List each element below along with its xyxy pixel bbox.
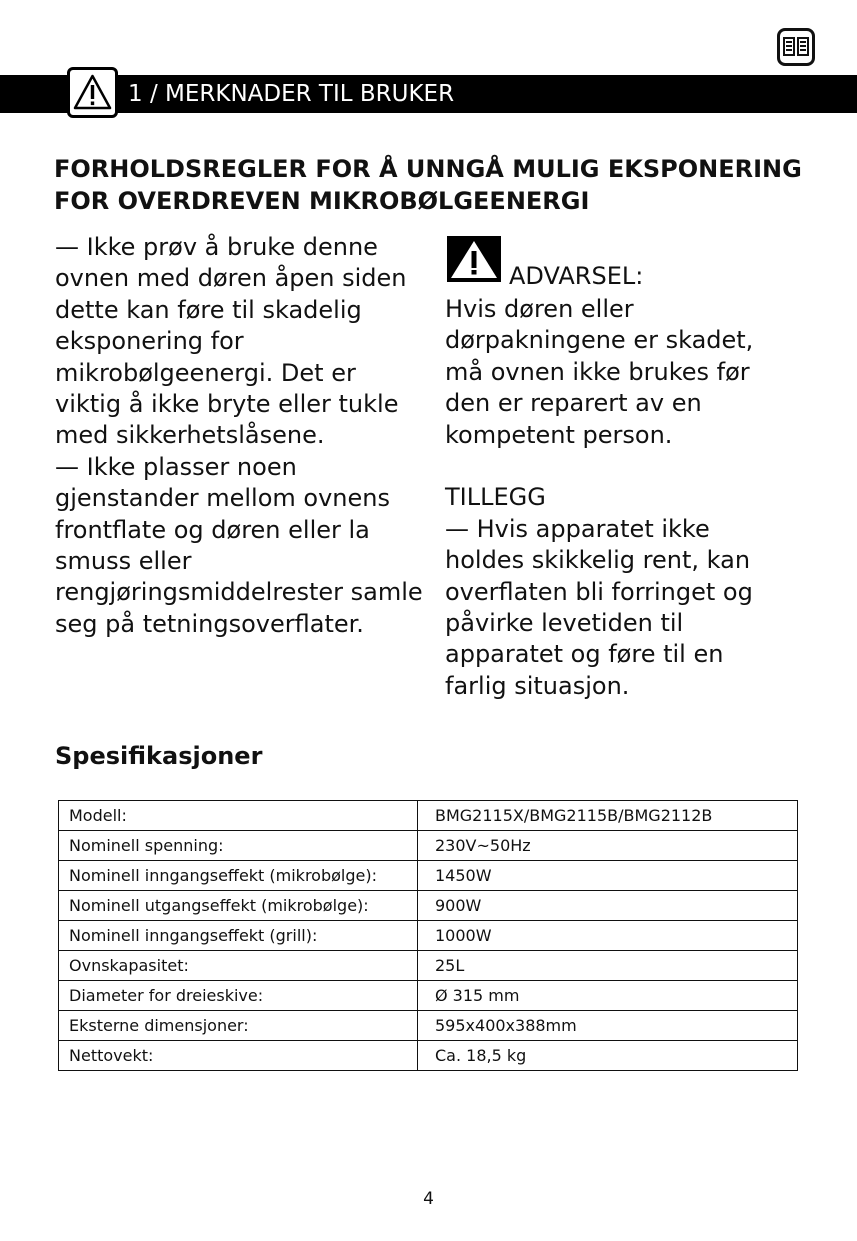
spec-label: Nominell inngangseffekt (grill): xyxy=(59,921,418,951)
addendum-title: TILLEGG xyxy=(445,483,546,512)
table-row xyxy=(59,981,798,1011)
spec-value: Ø 315 mm xyxy=(418,981,798,1011)
warning-triangle-icon xyxy=(67,67,118,118)
text-line: farlig situasjon. xyxy=(445,671,630,700)
text-line: — Hvis apparatet ikke xyxy=(445,514,710,543)
spec-value: BMG2115X/BMG2115B/BMG2112B xyxy=(418,801,798,831)
read-manual-icon xyxy=(777,28,815,66)
text-line: rengjøringsmiddelrester samle xyxy=(55,578,423,607)
table-row xyxy=(59,921,798,951)
page-number: 4 xyxy=(423,1189,434,1209)
specifications-title: Spesifikasjoner xyxy=(55,742,263,770)
text-line: ovnen med døren åpen siden xyxy=(55,264,407,293)
text-line: påvirke levetiden til xyxy=(445,609,684,638)
spec-label: Eksterne dimensjoner: xyxy=(59,1011,418,1041)
text-line: må ovnen ikke brukes før xyxy=(445,357,750,386)
section-title: 1 / MERKNADER TIL BRUKER xyxy=(128,81,455,107)
heading-line: FOR OVERDREVEN MIKROBØLGEENERGI xyxy=(54,187,590,215)
specifications-table xyxy=(58,800,798,1071)
text-line: med sikkerhetslåsene. xyxy=(55,421,325,450)
spec-value: 1000W xyxy=(418,921,798,951)
spec-label: Nettovekt: xyxy=(59,1041,418,1071)
table-row xyxy=(59,1041,798,1071)
text-line: mikrobølgeenergi. Det er xyxy=(55,358,356,387)
spec-value: Ca. 18,5 kg xyxy=(418,1041,798,1071)
text-line: den er reparert av en xyxy=(445,389,702,418)
text-line: Hvis døren eller xyxy=(445,295,634,323)
left-column-text xyxy=(55,232,425,640)
text-line: dette kan føre til skadelig xyxy=(55,295,362,324)
table-row xyxy=(59,801,798,831)
spec-label: Ovnskapasitet: xyxy=(59,951,418,981)
spec-value: 900W xyxy=(418,891,798,921)
text-line: — Ikke prøv å bruke denne xyxy=(55,233,378,261)
text-line: viktig å ikke bryte eller tukle xyxy=(55,390,399,419)
text-line: holdes skikkelig rent, kan xyxy=(445,546,751,575)
spec-value: 230V~50Hz xyxy=(418,831,798,861)
precautions-heading xyxy=(54,153,814,217)
warning-label: ADVARSEL: xyxy=(509,262,644,290)
table-row xyxy=(59,891,798,921)
warning-triangle-icon xyxy=(447,236,501,282)
text-line: overflaten bli forringet og xyxy=(445,577,753,606)
spec-value: 595x400x388mm xyxy=(418,1011,798,1041)
spec-value: 1450W xyxy=(418,861,798,891)
text-line: dørpakningene er skadet, xyxy=(445,326,754,355)
warning-label-row xyxy=(445,232,825,294)
table-row xyxy=(59,951,798,981)
text-line: apparatet og føre til en xyxy=(445,640,724,669)
text-line: frontflate og døren eller la xyxy=(55,515,370,544)
spec-label: Nominell utgangseffekt (mikrobølge): xyxy=(59,891,418,921)
right-column-text xyxy=(445,232,825,702)
text-line: gjenstander mellom ovnens xyxy=(55,484,390,513)
text-line: — Ikke plasser noen xyxy=(55,452,297,481)
table-row xyxy=(59,831,798,861)
table-row xyxy=(59,861,798,891)
spec-label: Nominell inngangseffekt (mikrobølge): xyxy=(59,861,418,891)
text-line: eksponering for xyxy=(55,327,244,356)
table-row xyxy=(59,1011,798,1041)
spec-label: Modell: xyxy=(59,801,418,831)
spec-label: Nominell spenning: xyxy=(59,831,418,861)
heading-line: FORHOLDSREGLER FOR Å UNNGÅ MULIG EKSPONERING xyxy=(54,155,802,183)
text-line: seg på tetningsoverflater. xyxy=(55,609,364,638)
text-line: kompetent person. xyxy=(445,420,673,449)
text-line: smuss eller xyxy=(55,547,192,576)
spec-label: Diameter for dreieskive: xyxy=(59,981,418,1011)
spec-value: 25L xyxy=(418,951,798,981)
